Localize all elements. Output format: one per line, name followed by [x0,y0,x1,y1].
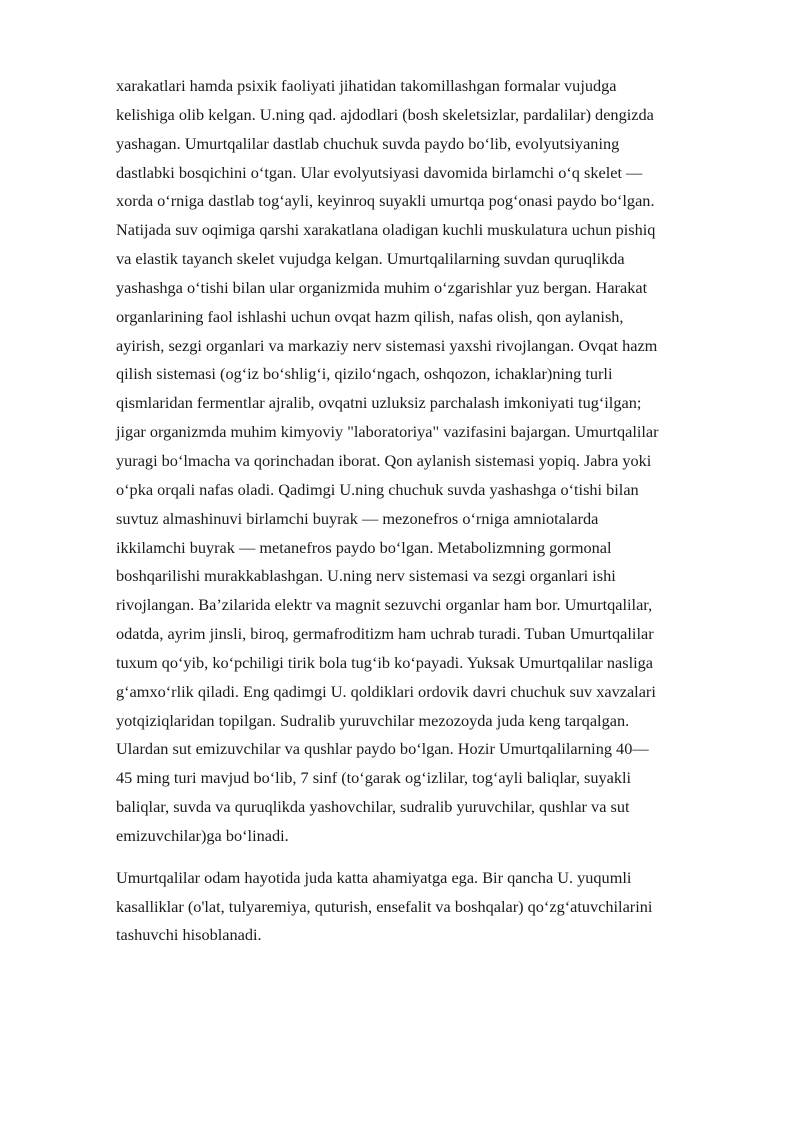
text-line: ayirish, sezgi organlari va markaziy nerv sistemasi yaxshi rivojlangan. Ovqat hazm [116,335,658,355]
text-line: kasalliklar (o'lat, tulyaremiya, quturish, ensefalit va boshqalar) qoʻzgʻatuvchilarini [116,896,653,916]
text-line: tuxum qoʻyib, koʻpchiligi tirik bola tugʻib koʻpayadi. Yuksak Umurtqalilar nasliga [116,652,654,672]
text-line: rivojlangan. Baʼzilarida elektr va magnit sezuvchi organlar ham bor. Umurtqalilar, [116,595,653,615]
text-line: yotqiziqlaridan topilgan. Sudralib yuruvchilar mezozoyda juda keng tarqalgan. [116,710,630,730]
text-line: ikkilamchi buyrak — metanefros paydo boʻlgan. Metabolizmning gormonal [116,537,612,557]
text-line: Natijada suv oqimiga qarshi xarakatlana oladigan kuchli muskulatura uchun pishiq [116,220,656,240]
text-line: organlarining faol ishlashi uchun ovqat hazm qilish, nafas olish, qon aylanish, [116,306,624,326]
text-line: jigar organizmda muhim kimyoviy "laboratoriya" vazifasini bajargan. Umurtqalilar [116,422,659,442]
text-line: tashuvchi hisoblanadi. [116,925,262,945]
text-line: Ulardan sut emizuvchilar va qushlar paydo boʻlgan. Hozir Umurtqalilarning 40— [116,739,649,759]
text-line: suvtuz almashinuvi birlamchi buyrak — mezonefros oʻrniga amniotalarda [116,508,599,528]
text-line: xorda oʻrniga dastlab togʻayli, keyinroq suyakli umurtqa pogʻonasi paydo boʻlgan. [116,191,655,211]
text-line: qismlaridan fermentlar ajralib, ovqatni uzluksiz parchalash imkoniyati tugʻilgan; [116,393,642,413]
text-line: gʻamxoʻrlik qiladi. Eng qadimgi U. qoldiklari ordovik davri chuchuk suv xavzalari [116,681,656,701]
text-line: odatda, ayrim jinsli, biroq, germafroditizm ham uchrab turadi. Tuban Umurtqalilar [116,624,654,644]
text-line: Umurtqalilar odam hayotida juda katta ahamiyatga ega. Bir qancha U. yuqumli [116,867,632,887]
text-line: yashashga oʻtishi bilan ular organizmida muhim oʻzgarishlar yuz bergan. Harakat [116,277,648,297]
document-page [116,72,736,950]
text-line: oʻpka orqali nafas oladi. Qadimgi U.ning chuchuk suvda yashashga oʻtishi bilan [116,479,639,499]
text-line: va elastik tayanch skelet vujudga kelgan. Umurtqalilarning suvdan quruqlikda [116,249,625,269]
text-line: kelishiga olib kelgan. U.ning qad. ajdodlari (bosh skeletsizlar, pardalilar) dengizda [116,104,654,124]
text-line: xarakatlari hamda psixik faoliyati jihatidan takomillashgan formalar vujudga [116,76,617,95]
text-line: emizuvchilar)ga boʻlinadi. [116,825,289,845]
text-line: baliqlar, suvda va quruqlikda yashovchilar, sudralib yuruvchilar, qushlar va sut [116,797,630,817]
paragraph-significance [116,864,736,951]
text-line: 45 ming turi mavjud boʻlib, 7 sinf (toʻgarak ogʻizlilar, togʻayli baliqlar, suyakli [116,768,632,788]
text-line: yashagan. Umurtqalilar dastlab chuchuk suvda paydo boʻlib, evolyutsiyaning [116,133,620,153]
text-line: dastlabki bosqichini oʻtgan. Ular evolyutsiyasi davomida birlamchi oʻq skelet — [116,162,643,182]
paragraph-body [116,72,736,851]
text-line: yuragi boʻlmacha va qorinchadan iborat. Qon aylanish sistemasi yopiq. Jabra yoki [116,450,652,470]
text-line: boshqarilishi murakkablashgan. U.ning nerv sistemasi va sezgi organlari ishi [116,566,616,586]
text-line: qilish sistemasi (ogʻiz boʻshligʻi, qiziloʻngach, oshqozon, ichaklar)ning turli [116,364,613,384]
